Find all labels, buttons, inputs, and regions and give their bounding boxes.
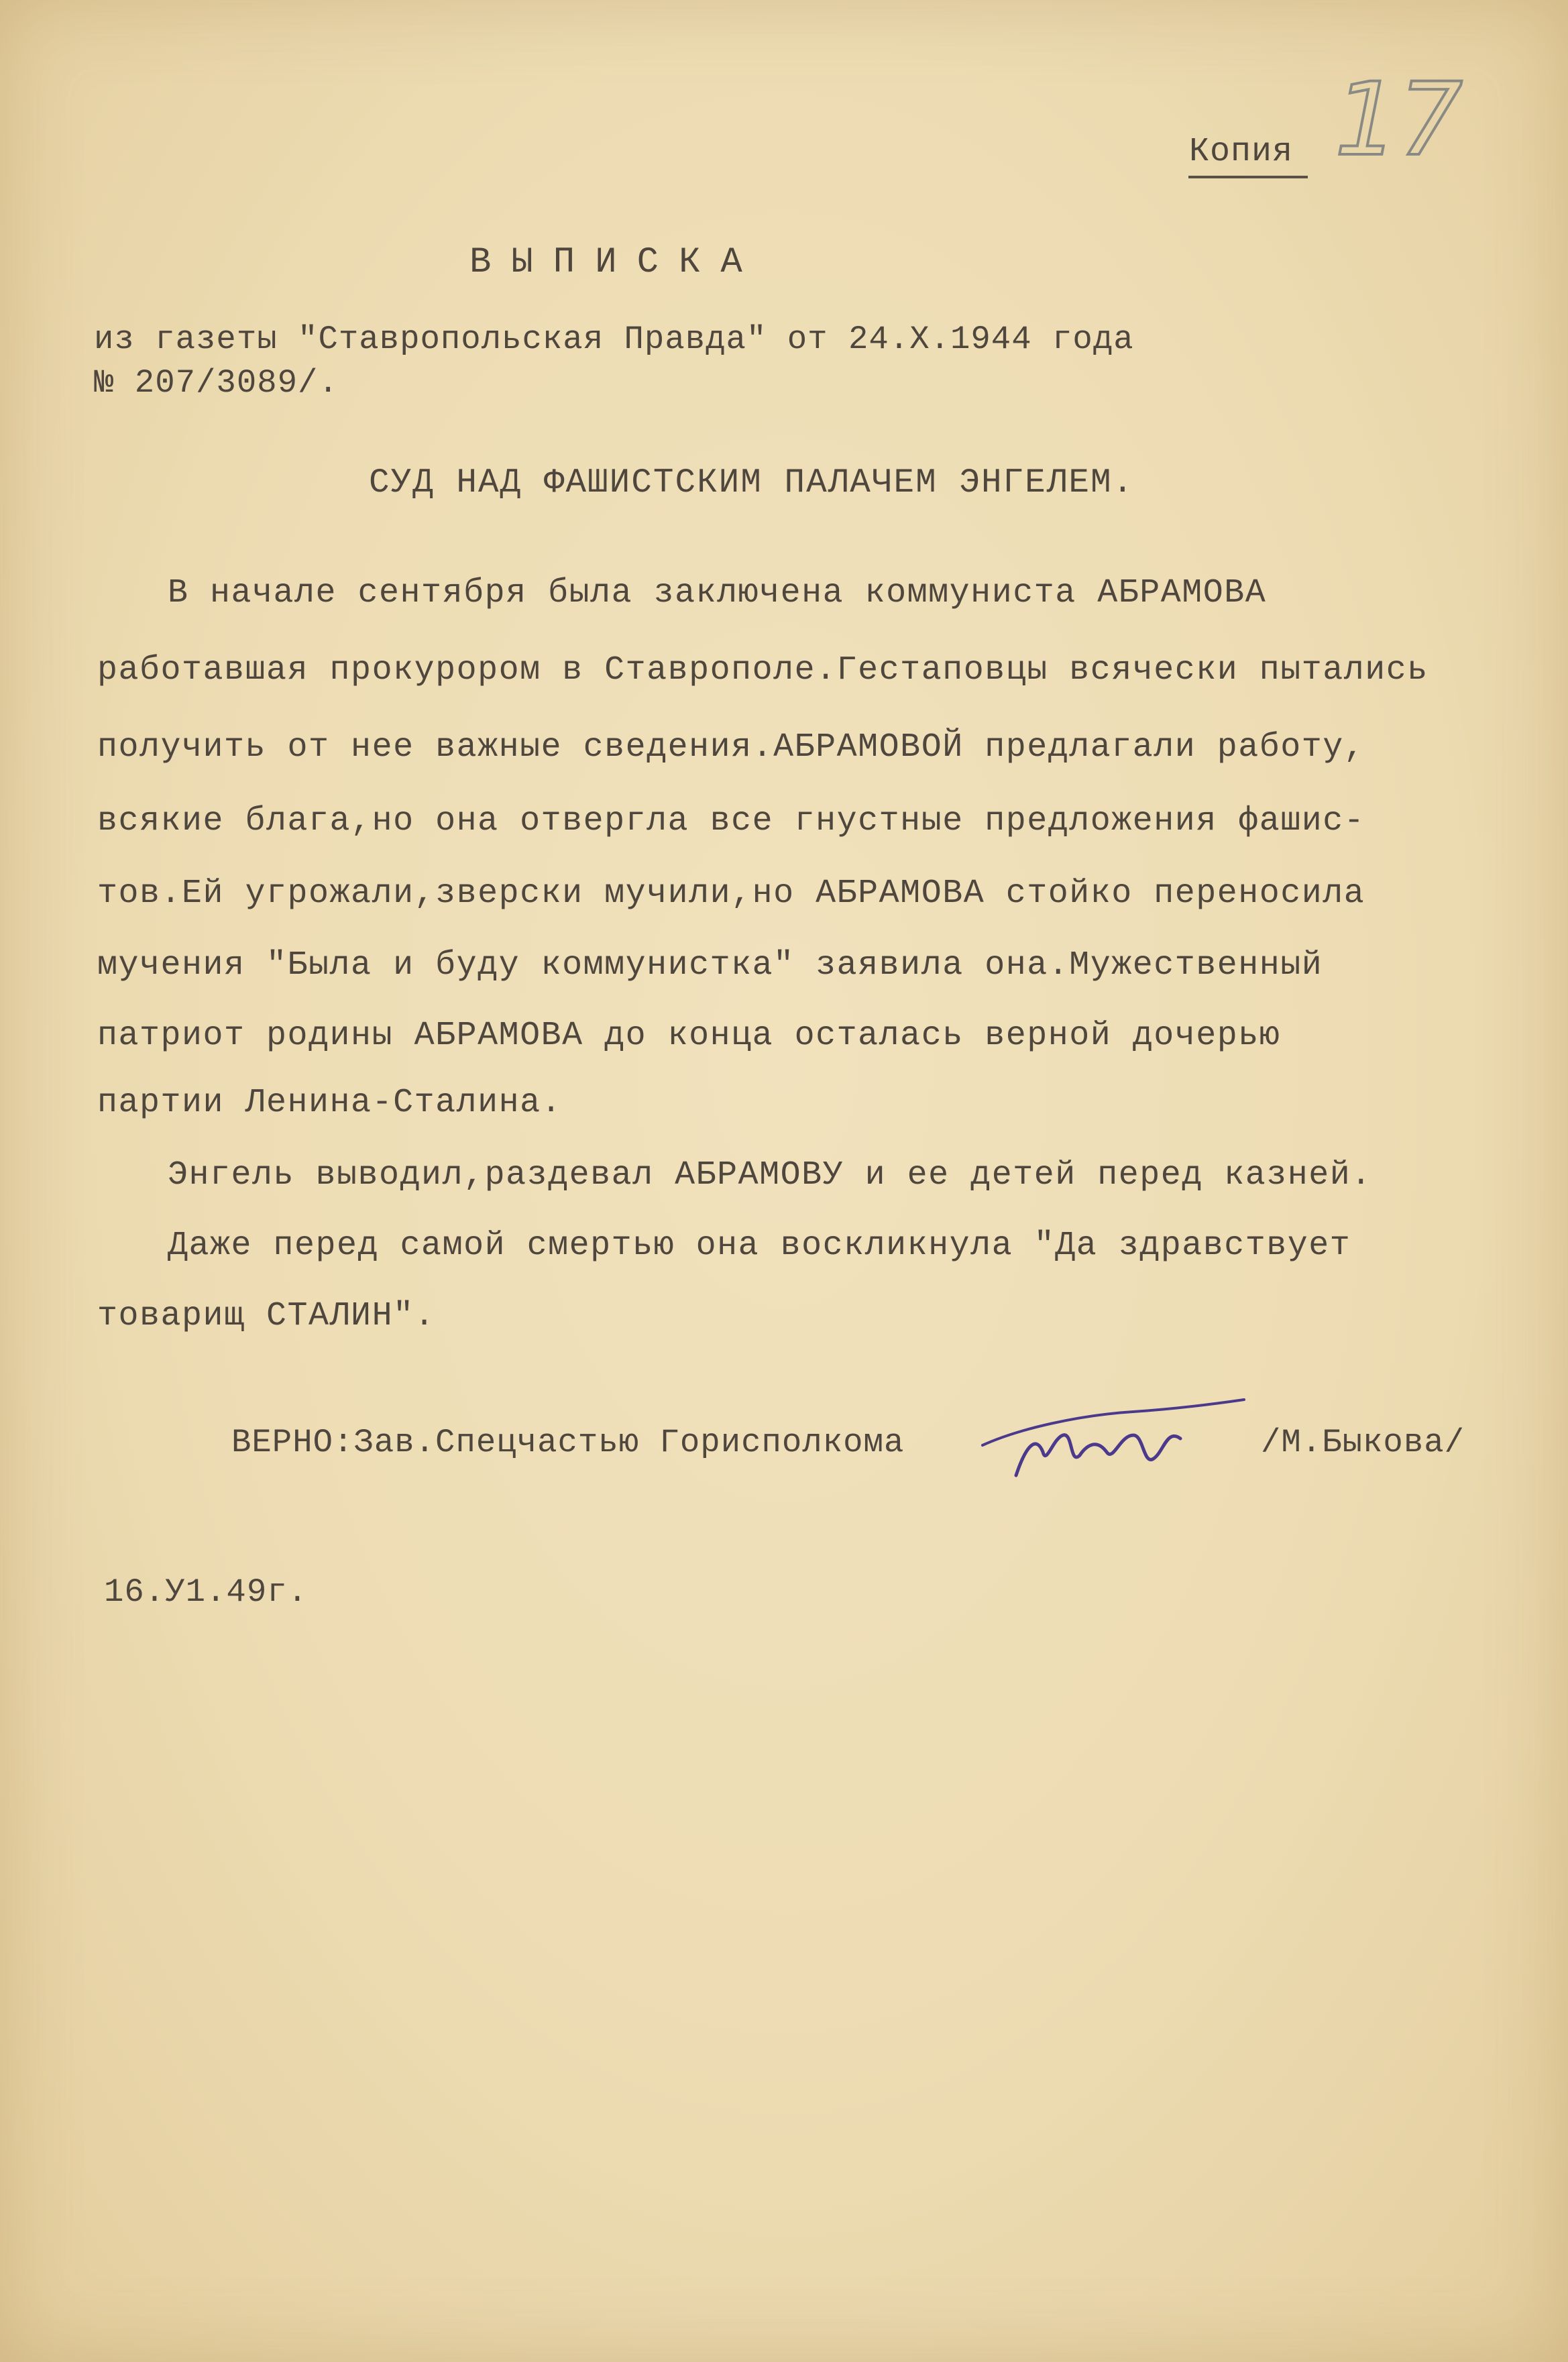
body-line: работавшая прокурором в Ставрополе.Гестаповцы всячески пытались bbox=[97, 651, 1429, 689]
copy-label: Копия bbox=[1189, 133, 1294, 171]
body-line: получить от нее важные сведения.АБРАМОВОЙ предлагали работу, bbox=[97, 728, 1365, 767]
body-line: партии Ленина-Сталина. bbox=[97, 1084, 563, 1122]
folio-number-text: 17 bbox=[1335, 62, 1463, 178]
body-line: В начале сентября была заключена коммуниста АБРАМОВА bbox=[168, 574, 1267, 612]
body-line: патриот родины АБРАМОВА до конца осталась верной дочерью bbox=[97, 1017, 1281, 1055]
source-line-2: № 207/3089/. bbox=[94, 364, 339, 402]
folio-number-handwritten bbox=[1328, 54, 1463, 188]
document-date: 16.У1.49г. bbox=[104, 1573, 309, 1611]
article-headline: СУД НАД ФАШИСТСКИМ ПАЛАЧЕМ ЭНГЕЛЕМ. bbox=[369, 464, 1135, 502]
body-line: Даже перед самой смертью она воскликнула "Да здравствует bbox=[168, 1227, 1351, 1265]
copy-label-underline bbox=[1188, 176, 1308, 178]
signer-name: /М.Быкова/ bbox=[1261, 1424, 1465, 1461]
body-line: мучения "Была и буду коммунистка" заявила она.Мужественный bbox=[97, 946, 1323, 985]
source-line-1: из газеты "Ставропольская Правда" от 24.Х.1944 года bbox=[94, 321, 1134, 358]
body-line: тов.Ей угрожали,зверски мучили,но АБРАМОВА стойко переносила bbox=[97, 875, 1365, 913]
body-line: всякие блага,но она отвергла все гнустные предложения фашис- bbox=[97, 802, 1365, 840]
handwritten-signature bbox=[979, 1365, 1247, 1499]
body-line: товарищ СТАЛИН". bbox=[97, 1297, 436, 1335]
document-heading: ВЫПИСКА bbox=[469, 242, 763, 283]
body-line: Энгель выводил,раздевал АБРАМОВУ и ее детей перед казней. bbox=[168, 1156, 1372, 1194]
certification-line: ВЕРНО:Зав.Спецчастью Горисполкома bbox=[231, 1424, 905, 1461]
